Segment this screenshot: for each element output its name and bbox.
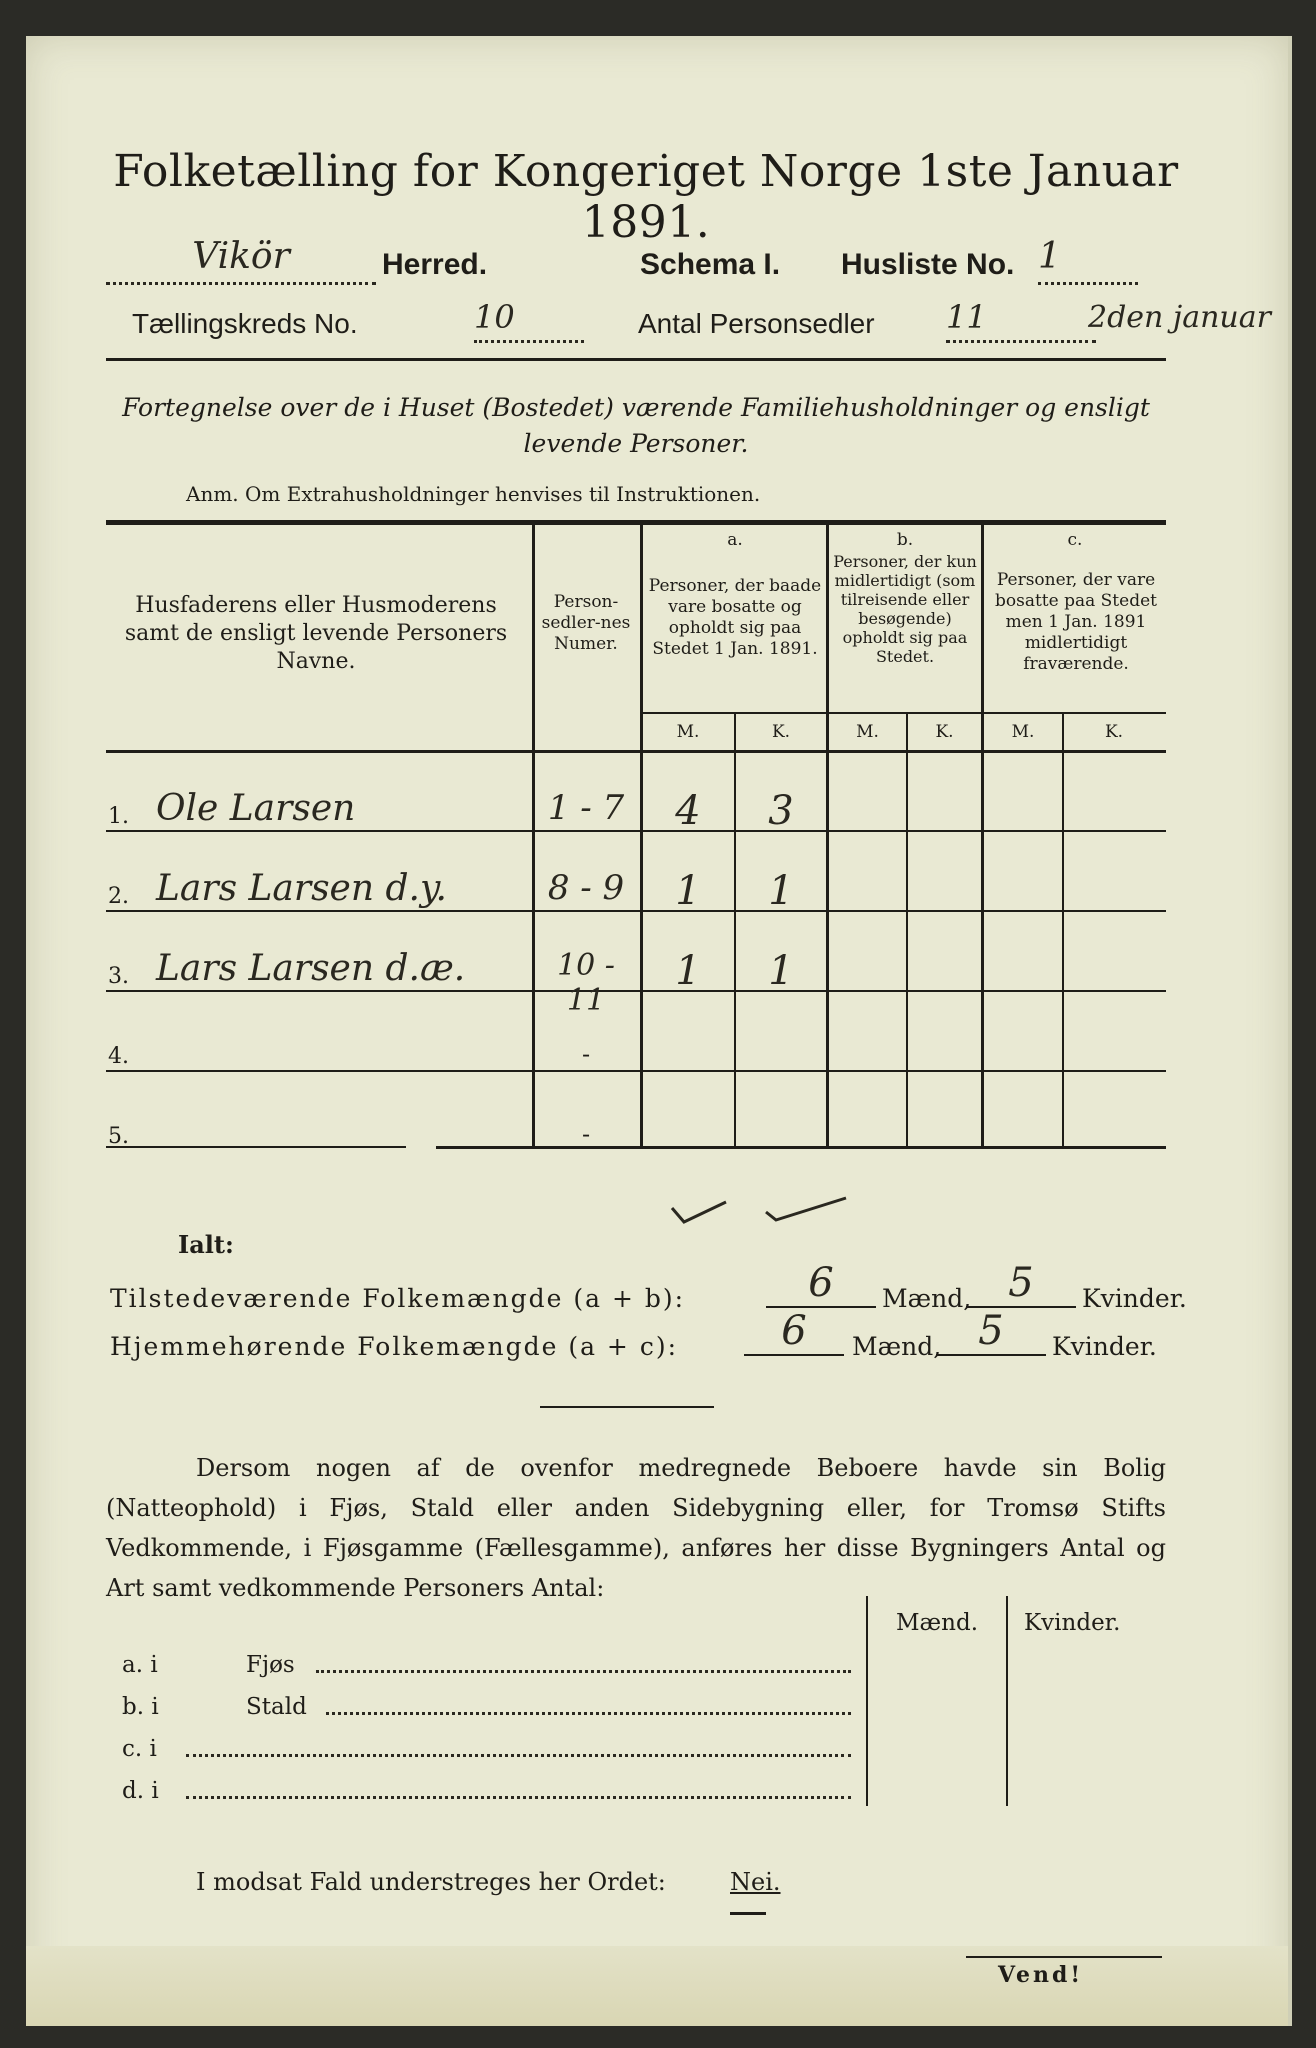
col-header-c-letter: c. [1067,530,1083,550]
hjemme-maend-word: Mænd, [852,1332,942,1361]
outbuilding-dotted-line [186,1792,851,1799]
outbuilding-label: Stald [246,1694,307,1720]
outbuildings-divider [866,1596,868,1806]
col-a-m: M. [676,722,700,742]
col-divider-mk [734,714,736,1146]
nei-underline [730,1912,766,1915]
herred-label: Herred. [382,248,488,281]
row-rule [106,830,1166,832]
taellingskreds-value: 10 [474,298,584,343]
antal-note: 2den januar [1088,300,1271,335]
row-rule [106,990,1166,992]
col-b-m: M. [856,722,879,742]
hjemme-maend: 6 [744,1308,844,1356]
personsedler-range: 8 - 9 [547,868,625,908]
a-kvinder: 1 [768,868,794,914]
row-rule [106,910,1166,912]
outbuilding-prefix: a. i [122,1652,158,1678]
tilstede-label: Tilstedeværende Folkemængde (a + b): [110,1284,686,1313]
col-divider-mk [1062,714,1064,1146]
outbuildings-paragraph: Dersom nogen af de ovenfor medregnede Beboere havde sin Bolig (Natteophold) i Fjøs, Stald eller anden Sidebygning eller, for Tromsø Stifts Vedkommende, i Fjøsgamme (Fællesgamme), anføres her disse Bygningers Antal og Art samt vedkommende Personers Antal: [106,1454,1166,1602]
hjemme-label: Hjemmehørende Folkemængde (a + c): [110,1332,678,1361]
personsedler-range: - [581,1120,591,1148]
check-marks [666,1182,906,1232]
householder-name: Lars Larsen d.æ. [156,948,466,989]
householder-name: Ole Larsen [156,788,356,829]
hjemme-kvinder-word: Kvinder. [1052,1332,1157,1361]
a-kvinder: 1 [768,948,794,994]
schema-label: Schema I. [640,248,781,281]
col-b-k: K. [935,722,954,742]
col-c-k: K. [1104,722,1124,742]
husliste-value: 1 [1038,236,1138,285]
census-form-page [26,36,1292,2026]
outbuilding-prefix: b. i [122,1694,159,1720]
outbuilding-dotted-line [186,1750,851,1757]
tilstede-kvinder: 5 [966,1260,1076,1308]
vend-text: Vend! [998,1962,1084,1988]
row-number: 3. [108,964,129,989]
col-divider [826,522,829,1146]
row-number: 5. [108,1124,129,1149]
nei-word: Nei. [730,1868,781,1896]
row-number: 2. [108,884,129,909]
col-a-k: K. [771,722,791,742]
herred-value: Vikör [106,236,376,285]
antal-value: 11 [946,298,1096,343]
table-bottom-rule-left [106,1146,406,1148]
outbuildings-maend-header: Mænd. [896,1610,979,1636]
hjemme-kvinder: 5 [936,1308,1046,1356]
vend-rule [966,1956,1162,1958]
col-header-b-letter: b. [896,530,914,550]
a-kvinder: 3 [768,788,794,834]
col-c-m: M. [1011,722,1035,742]
antal-label: Antal Personsedler [638,308,875,339]
husliste-label: Husliste No. [841,248,1015,281]
col-header-c-text: Personer, der vare bosatte paa Stedet men 1 Jan. 1891 midlertidigt fraværende. [995,570,1157,674]
col-header-b-text: Personer, der kun midlertidigt (som tilreisende eller besøgende) opholdt sig paa Stedet. [833,552,977,666]
col-header-names: Husfaderens eller Husmoderens samt de ensligt levende Personers Navne. [124,593,508,674]
section-separator [540,1406,714,1408]
tilstede-maend-word: Mænd, [882,1284,972,1313]
a-maend: 1 [675,868,701,914]
outbuilding-prefix: d. i [122,1778,159,1804]
col-divider [532,522,535,1146]
row-number: 4. [108,1044,129,1069]
outbuilding-prefix: c. i [122,1736,157,1762]
row-rule [106,1070,1166,1072]
a-maend: 4 [675,788,701,834]
anm-text: Anm. Om Extrahusholdninger henvises til Instruktionen. [186,482,761,506]
page-title: Folketælling for Kongeriget Norge 1ste Januar 1891. [113,146,1179,248]
col-header-a-text: Personer, der baade vare bosatte og opholdt sig paa Stedet 1 Jan. 1891. [648,576,822,659]
personsedler-range: 10 - 11 [557,948,615,1018]
table-header-rule [106,750,1166,753]
col-divider-mk [906,714,908,1146]
tilstede-maend: 6 [766,1260,876,1308]
outbuildings-kvinder-header: Kvinder. [1024,1610,1121,1636]
ialt-label: Ialt: [178,1230,234,1259]
mk-rule [642,712,1166,714]
outbuildings-divider [1006,1596,1008,1806]
col-divider [640,522,643,1146]
personsedler-range: 1 - 7 [547,788,625,828]
outbuilding-dotted-line [316,1666,851,1673]
col-divider [981,522,984,1146]
modsat-text: I modsat Fald understreges her Ordet: [196,1868,666,1896]
header-rule [106,358,1166,361]
personsedler-range: - [581,1040,591,1068]
householder-name: Lars Larsen d.y. [156,868,447,909]
taellingskreds-label: Tællingskreds No. [132,308,358,339]
row-number: 1. [108,804,129,829]
a-maend: 1 [675,948,701,994]
table-top-rule [106,520,1166,525]
fortegnelse-text: Fortegnelse over de i Huset (Bostedet) værende Familiehusholdninger og ensligt levende Personer. [122,393,1150,458]
col-header-a-letter: a. [727,530,743,550]
tilstede-kvinder-word: Kvinder. [1082,1284,1187,1313]
paper-edge [26,1946,1288,2026]
outbuilding-label: Fjøs [246,1652,295,1678]
col-header-numer: Person-sedler-nes Numer. [541,592,631,654]
outbuilding-dotted-line [326,1708,851,1715]
